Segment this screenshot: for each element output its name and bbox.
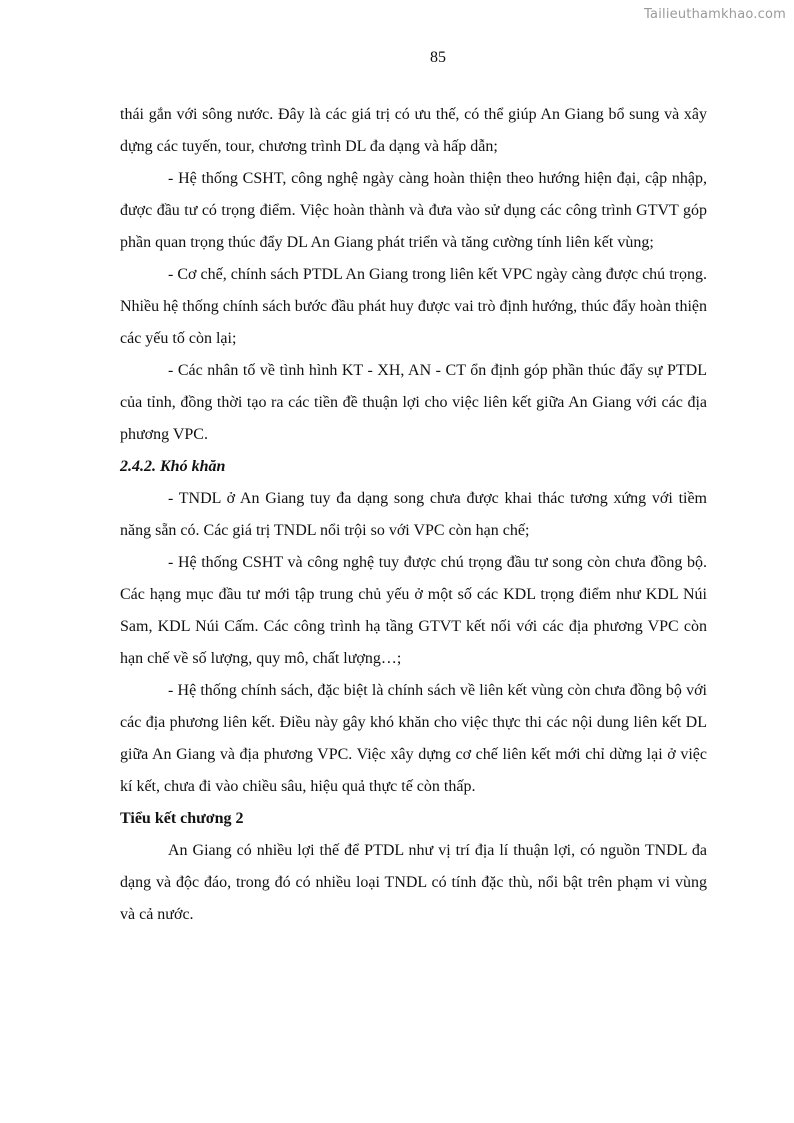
paragraph-socioeconomic: - Các nhân tố về tình hình KT - XH, AN - CT ổn định góp phần thúc đẩy sự PTDL của tỉnh, đồng thời tạo ra các tiền đề thuận lợi cho việc liên kết giữa An Giang với các địa phương VPC. (120, 362, 707, 443)
paragraph-policy: - Cơ chế, chính sách PTDL An Giang trong liên kết VPC ngày càng được chú trọng. Nhiều hệ thống chính sách bước đầu phát huy được vai trò định hướng, thúc đẩy hoàn thiện các yếu tố còn lại; (120, 266, 707, 347)
paragraph-continuation: thái gắn với sông nước. Đây là các giá trị có ưu thế, có thể giúp An Giang bổ sung và xây dựng các tuyến, tour, chương trình DL đa dạng và hấp dẫn; (120, 106, 707, 155)
paragraph-difficulty-policy: - Hệ thống chính sách, đặc biệt là chính sách về liên kết vùng còn chưa đồng bộ với các địa phương liên kết. Điều này gây khó khăn cho việc thực thi các nội dung liên kết DL giữa An Giang và địa phương VPC. Việc xây dựng cơ chế liên kết mới chỉ dừng lại ở việc kí kết, chưa đi vào chiều sâu, hiệu quả thực tế còn thấp. (120, 682, 707, 795)
paragraph-difficulty-resources: - TNDL ở An Giang tuy đa dạng song chưa được khai thác tương xứng với tiềm năng sẵn có. Các giá trị TNDL nổi trội so với VPC còn hạn chế; (120, 490, 707, 539)
paragraph-chapter-summary: An Giang có nhiều lợi thế để PTDL như vị trí địa lí thuận lợi, có nguồn TNDL đa dạng và độc đáo, trong đó có nhiều loại TNDL có tính đặc thù, nổi bật trên phạm vi vùng và cả nước. (120, 842, 707, 923)
document-body (120, 99, 707, 931)
page-number: 85 (430, 49, 446, 66)
paragraph-difficulty-infrastructure: - Hệ thống CSHT và công nghệ tuy được chú trọng đầu tư song còn chưa đồng bộ. Các hạng mục đầu tư mới tập trung chủ yếu ở một số các KDL trọng điểm như KDL Núi Sam, KDL Núi Cấm. Các công trình hạ tầng GTVT kết nối với các địa phương VPC còn hạn chế về số lượng, quy mô, chất lượng…; (120, 554, 707, 667)
paragraph-infrastructure: - Hệ thống CSHT, công nghệ ngày càng hoàn thiện theo hướng hiện đại, cập nhập, được đầu tư có trọng điểm. Việc hoàn thành và đưa vào sử dụng các công trình GTVT góp phần quan trọng thúc đẩy DL An Giang phát triển và tăng cường tính liên kết vùng; (120, 170, 707, 251)
watermark: Tailieuthamkhao.com (644, 7, 786, 22)
section-heading-difficulties: 2.4.2. Khó khăn (120, 458, 226, 475)
chapter-summary-heading: Tiểu kết chương 2 (120, 810, 244, 827)
